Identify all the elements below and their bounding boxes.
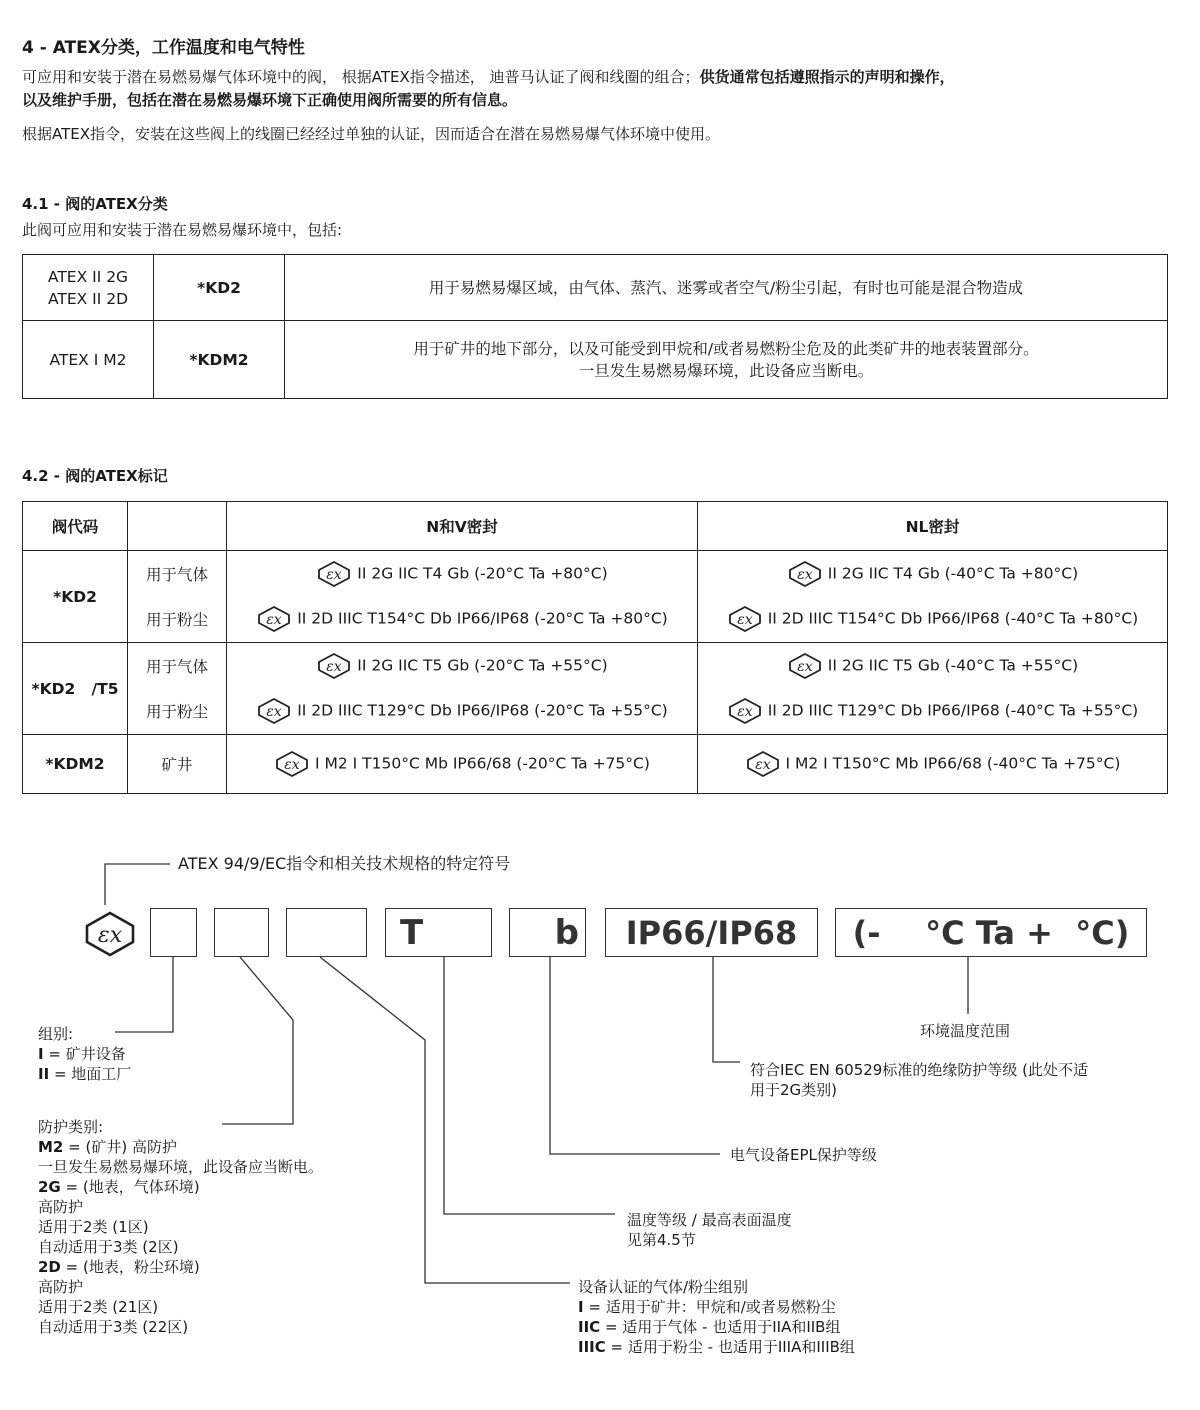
ip-box: IP66/IP68 <box>605 908 818 957</box>
category-box <box>214 908 269 957</box>
protection-code: 2G <box>38 1178 61 1196</box>
svg-text:εx: εx <box>754 757 771 773</box>
valve-code-cell: *KDM2 <box>23 735 128 794</box>
ip-note: 符合IEC EN 60529标准的绝缘防护等级 (此处不适 <box>750 1061 1088 1079</box>
group-line <box>38 1044 131 1064</box>
atex-symbol-label: ATEX 94/9/EC指令和相关技术规格的特定符号 <box>178 854 511 873</box>
protection-code: M2 <box>38 1138 64 1156</box>
header-code: 阀代码 <box>23 502 128 551</box>
protection-note: 一旦发生易燃易爆环境，此设备应当断电。 <box>38 1158 324 1176</box>
protection-desc: = (地表，粉尘环境) <box>60 1258 200 1276</box>
group-desc: = 矿井设备 <box>43 1045 126 1063</box>
marking-text: I M2 I T150°C Mb IP66/68 (-40°C Ta +75°C) <box>785 754 1121 773</box>
marking-text: II 2G IIC T5 Gb (-20°C Ta +55°C) <box>357 656 608 675</box>
group-line <box>38 1064 131 1084</box>
protection-note: 适用于2类 (21区) <box>38 1298 159 1316</box>
gas-group-desc: = 适用于矿井：甲烷和/或者易燃粉尘 <box>583 1298 836 1316</box>
marking-text: I M2 I T150°C Mb IP66/68 (-20°C Ta +75°C) <box>315 754 650 773</box>
svg-text:εx: εx <box>737 612 753 629</box>
gas-group-desc: = 适用于粉尘 - 也适用于IIIA和IIIB组 <box>605 1338 855 1356</box>
gas-group-legend <box>578 1277 855 1357</box>
svg-text:εx: εx <box>797 566 813 583</box>
marking-text: II 2D IIIC T154°C Db IP66/IP68 (-20°C Ta +80°C) <box>297 609 668 628</box>
category-text: ATEX II 2D <box>47 289 129 308</box>
use-cell: 矿井 <box>128 735 227 794</box>
gas-group-code: IIC <box>578 1318 601 1336</box>
intro-bold-text: 供货通常包括遵照指示的声明和操作， <box>699 68 955 86</box>
group-code: I <box>38 1045 44 1063</box>
subsection-intro-4-1: 此阀可应用和安装于潜在易燃易爆环境中，包括: <box>22 221 343 239</box>
temperature-class-text: 温度等级 / 最高表面温度 <box>627 1211 792 1229</box>
protection-note: 高防护 <box>38 1278 84 1296</box>
marking-text: II 2D IIIC T154°C Db IP66/IP68 (-40°C Ta +80°C) <box>767 609 1139 628</box>
valve-code-cell: *KD2 /T5 <box>23 643 128 735</box>
marking-text: II 2G IIC T4 Gb (-40°C Ta +80°C) <box>827 564 1079 583</box>
code-cell: *KD2 <box>154 255 285 321</box>
svg-text:εx: εx <box>284 757 300 773</box>
use-cell: 用于气体 <box>128 551 227 597</box>
description-text: 用于矿井的地下部分，以及可能受到甲烷和/或者易燃粉尘危及的此类矿井的地表装置部分。 <box>413 339 1039 358</box>
temperature-class-box: T <box>385 908 492 957</box>
header-nv-seal: N和V密封 <box>227 502 698 551</box>
protection-line <box>38 1257 323 1277</box>
svg-text:εx: εx <box>326 566 343 583</box>
gas-group-title: 设备认证的气体/粉尘组别 <box>578 1278 749 1296</box>
gas-group-box <box>286 908 367 957</box>
gas-group-line <box>578 1317 855 1337</box>
category-text: ATEX II 2G <box>47 267 129 286</box>
marking-text: II 2D IIIC T129°C Db IP66/IP68 (-20°C Ta +55°C) <box>297 701 668 720</box>
ip-note: 用于2G类别) <box>750 1081 838 1099</box>
svg-text:εx: εx <box>797 658 813 675</box>
protection-code: 2D <box>38 1258 61 1276</box>
code-cell: *KDM2 <box>154 321 285 399</box>
svg-text:εx: εx <box>266 612 283 629</box>
coil-paragraph: 根据ATEX指令，安装在这些阀上的线圈已经经过单独的认证，因而适合在潜在易燃易爆气体环境中使用。 <box>22 125 721 143</box>
svg-text:εx: εx <box>266 704 283 721</box>
epl-box: b <box>509 908 586 957</box>
use-cell: 用于粉尘 <box>128 597 227 643</box>
marking-text: II 2G IIC T5 Gb (-40°C Ta +55°C) <box>827 656 1079 675</box>
protection-title: 防护类别: <box>38 1118 104 1136</box>
subsection-title-4-2: 4.2 - 阀的ATEX标记 <box>22 467 168 485</box>
svg-text:εx: εx <box>737 704 753 721</box>
temperature-class-ref: 见第4.5节 <box>627 1231 696 1249</box>
group-legend <box>38 1024 131 1084</box>
epl-label: 电气设备EPL保护等级 <box>730 1146 877 1164</box>
group-code: II <box>38 1065 50 1083</box>
ambient-label: 环境温度范围 <box>920 1022 1011 1040</box>
ex-icon-large <box>84 911 136 961</box>
group-desc: = 地面工厂 <box>49 1065 132 1083</box>
temperature-class-label <box>627 1210 792 1250</box>
intro-text: 可应用和安装于潜在易燃易爆气体环境中的阀， 根据ATEX指令描述， 迪普马认证了阀和线圈的组合； <box>22 68 700 86</box>
subsection-title-4-1: 4.1 - 阀的ATEX分类 <box>22 195 168 213</box>
protection-line <box>38 1137 323 1157</box>
protection-note: 适用于2类 (1区) <box>38 1218 149 1236</box>
use-cell: 用于粉尘 <box>128 689 227 735</box>
gas-group-code: I <box>578 1298 584 1316</box>
marking-text: II 2G IIC T4 Gb (-20°C Ta +80°C) <box>357 564 608 583</box>
svg-text:εx: εx <box>326 658 343 675</box>
gas-group-code: IIIC <box>578 1338 606 1356</box>
section-title: 4 - ATEX分类，工作温度和电气特性 <box>22 38 305 58</box>
description-text: 用于易燃易爆区域，由气体、蒸汽、迷雾或者空气/粉尘引起，有时也可能是混合物造成 <box>428 278 1024 297</box>
protection-legend <box>38 1117 323 1337</box>
protection-desc: = (地表，气体环境) <box>60 1178 200 1196</box>
header-nl-seal: NL密封 <box>698 502 1168 551</box>
gas-group-line <box>578 1337 855 1357</box>
gas-group-desc: = 适用于气体 - 也适用于IIA和IIB组 <box>600 1318 841 1336</box>
protection-line <box>38 1177 323 1197</box>
group-box <box>150 908 197 957</box>
protection-note: 自动适用于3类 (22区) <box>38 1318 189 1336</box>
gas-group-line <box>578 1297 855 1317</box>
protection-note: 高防护 <box>38 1198 84 1216</box>
protection-desc: = (矿井) 高防护 <box>63 1138 177 1156</box>
description-text: 一旦发生易燃易爆环境，此设备应当断电。 <box>578 361 874 380</box>
category-cell: ATEX I M2 <box>23 321 154 399</box>
use-cell: 用于气体 <box>128 643 227 689</box>
protection-note: 自动适用于3类 (2区) <box>38 1238 179 1256</box>
ip-label <box>750 1060 1088 1100</box>
valve-code-cell: *KD2 <box>23 551 128 643</box>
ambient-temp-box: (- °C Ta + °C) <box>835 908 1147 957</box>
svg-text:εx: εx <box>97 923 123 948</box>
intro-bold-text-2: 以及维护手册，包括在潜在易燃易爆环境下正确使用阀所需要的所有信息。 <box>22 91 518 109</box>
marking-text: II 2D IIIC T129°C Db IP66/IP68 (-40°C Ta +55°C) <box>767 701 1139 720</box>
group-title: 组别: <box>38 1025 74 1043</box>
